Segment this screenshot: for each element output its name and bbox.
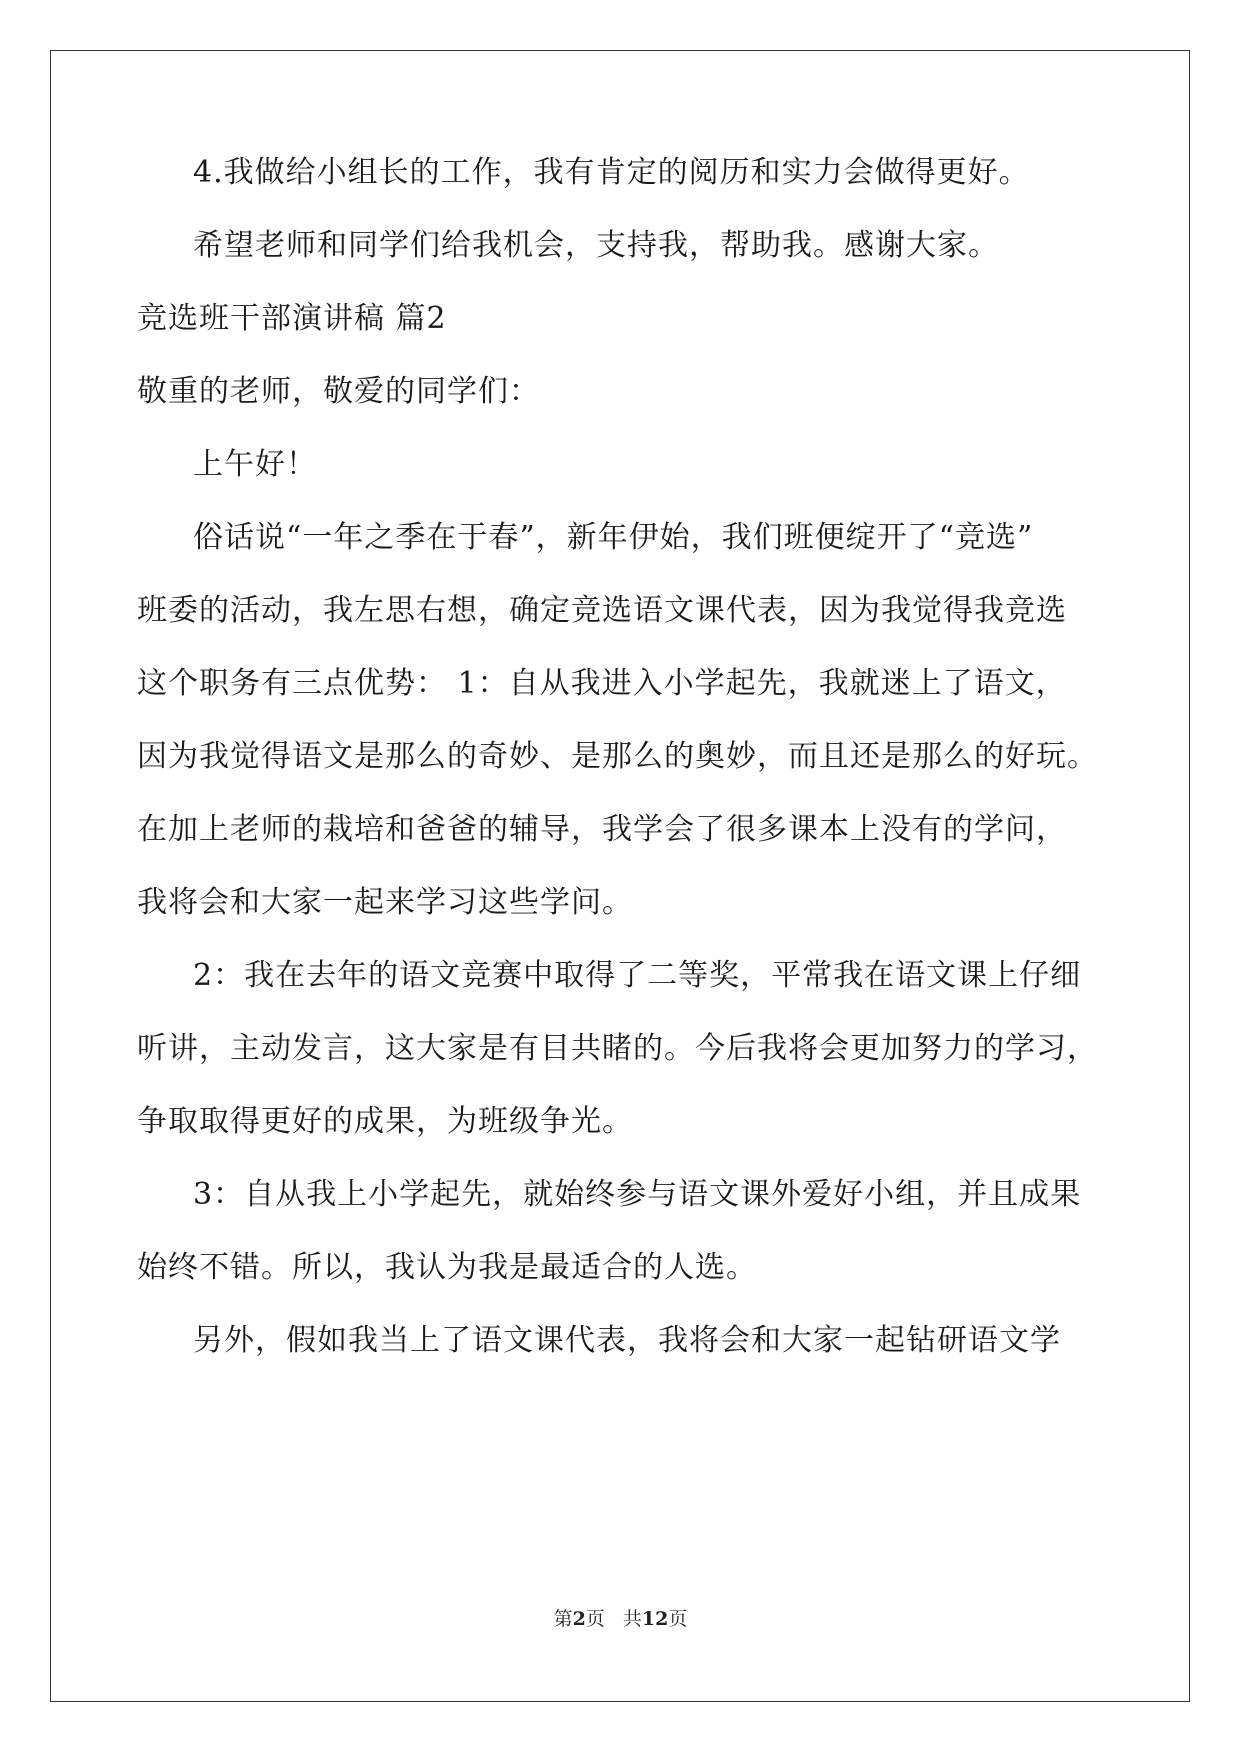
paragraph-line: 3：自从我上小学起先，就始终参与语文课外爱好小组，并且成果 xyxy=(193,1177,1082,1212)
paragraph-line: 听讲，主动发言，这大家是有目共睹的。今后我将会更加努力的学习， xyxy=(137,1031,1098,1066)
paragraph-line: 这个职务有三点优势： 1：自从我进入小学起先，我就迷上了语文， xyxy=(137,666,1067,701)
paragraph-line: 班委的活动，我左思右想，确定竞选语文课代表，因为我觉得我竞选 xyxy=(137,593,1067,628)
page-frame xyxy=(50,50,1190,1702)
footer-total-pages: 12 xyxy=(641,1608,669,1630)
page-footer xyxy=(0,1607,1241,1631)
paragraph-line: 我将会和大家一起来学习这些学问。 xyxy=(137,885,633,920)
paragraph-line: 俗话说“一年之季在于春”，新年伊始，我们班便绽开了“竞选” xyxy=(193,520,1034,555)
footer-page-prefix: 第 xyxy=(553,1608,573,1630)
section-heading: 竞选班干部演讲稿 篇2 xyxy=(137,301,447,336)
footer-total-suffix: 页 xyxy=(668,1608,688,1630)
paragraph-line: 因为我觉得语文是那么的奇妙、是那么的奥妙，而且还是那么的好玩。 xyxy=(137,739,1098,774)
paragraph-line: 希望老师和同学们给我机会，支持我，帮助我。感谢大家。 xyxy=(193,228,999,263)
paragraph-line: 另外，假如我当上了语文课代表，我将会和大家一起钻研语文学 xyxy=(193,1323,1061,1358)
footer-page-number: 2 xyxy=(572,1608,586,1630)
paragraph-line: 4.我做给小组长的工作，我有肯定的阅历和实力会做得更好。 xyxy=(193,155,1030,190)
paragraph-line: 在加上老师的栽培和爸爸的辅导，我学会了很多课本上没有的学问， xyxy=(137,812,1067,847)
footer-total-prefix: 共 xyxy=(622,1608,642,1630)
footer-page-suffix: 页 xyxy=(585,1608,605,1630)
paragraph-line: 始终不错。所以，我认为我是最适合的人选。 xyxy=(137,1250,757,1285)
salutation: 敬重的老师，敬爱的同学们： xyxy=(137,374,540,409)
paragraph-line: 2：我在去年的语文竞赛中取得了二等奖，平常我在语文课上仔细 xyxy=(193,958,1082,993)
greeting: 上午好！ xyxy=(193,447,317,482)
paragraph-line: 争取取得更好的成果，为班级争光。 xyxy=(137,1104,633,1139)
